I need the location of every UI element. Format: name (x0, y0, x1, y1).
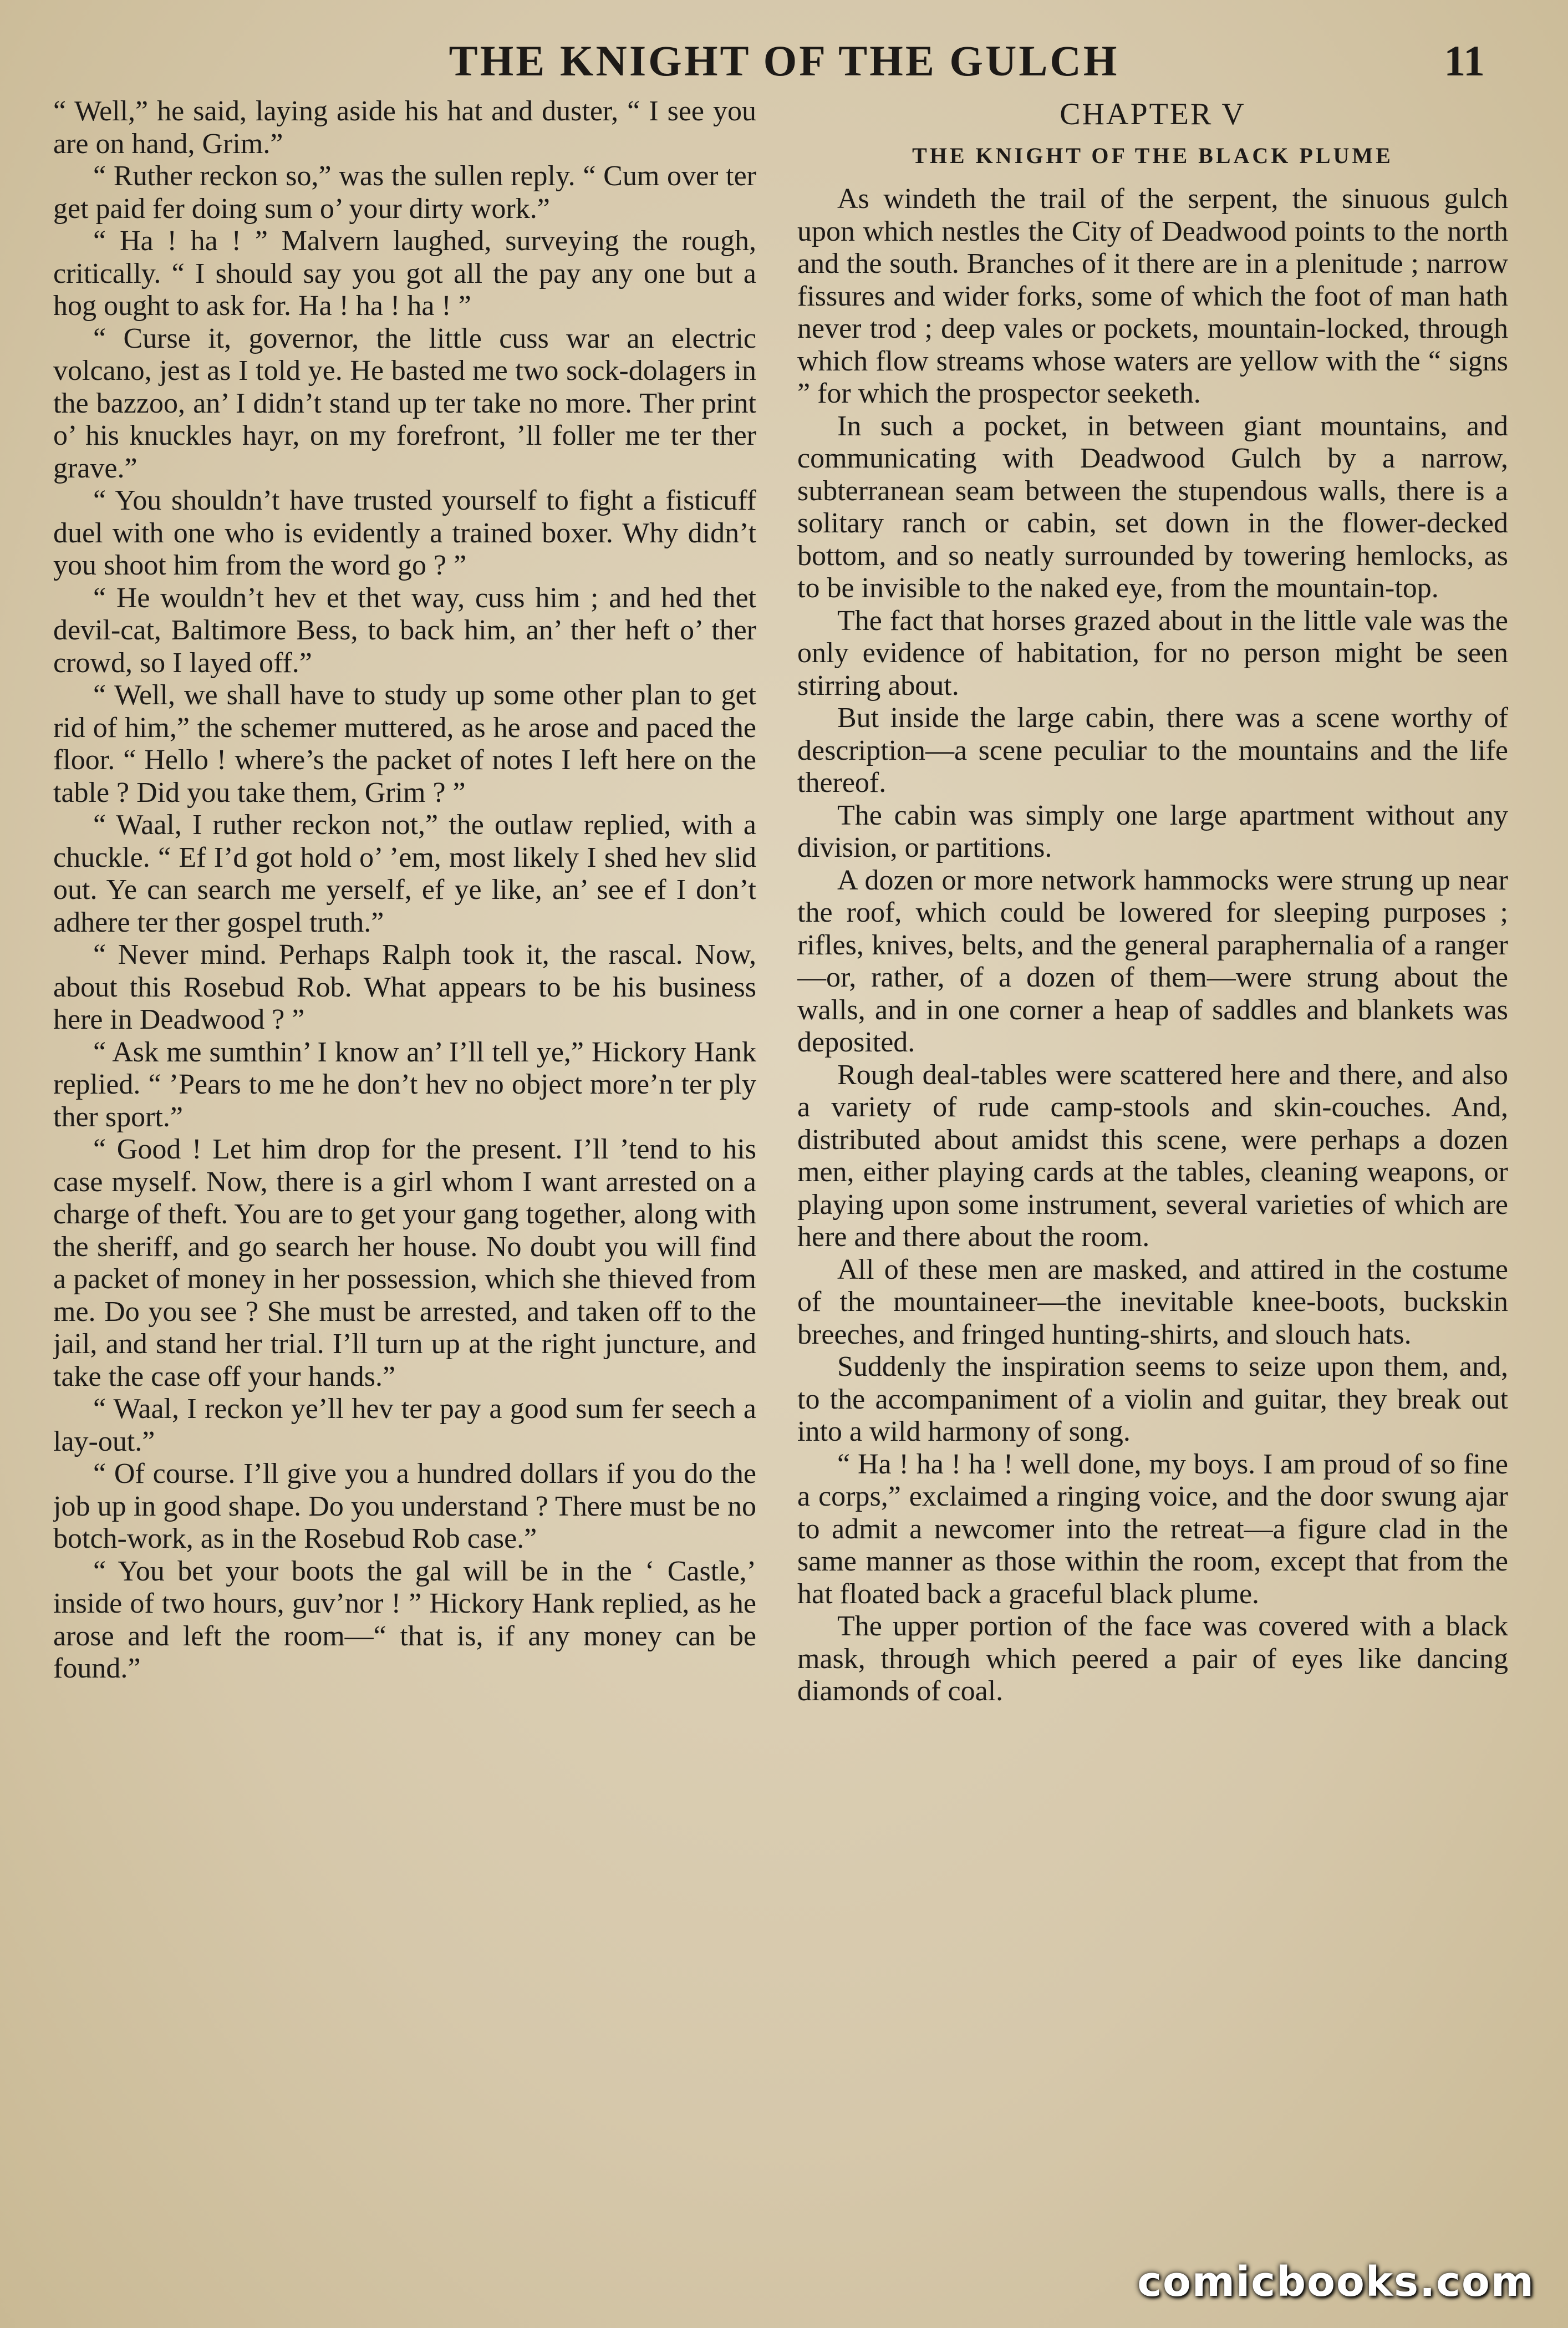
paragraph: “ Good ! Let him drop for the present. I’ll ’tend to his case myself. Now, there is a girl whom I want arrested on a charge of theft. You are to get your gang together, along with the sheriff, and go search her house. No doubt you will find a packet of money in her possession, which she thieved from me. Do you see ? She must be arrested, and taken off to the jail, and stand her trial. I’ll turn up at the right juncture, and take the case off your hands.” (53, 1133, 756, 1392)
paragraph: “ Waal, I ruther reckon not,” the outlaw replied, with a chuckle. “ Ef I’d got hold o’ ’em, most likely I shed hev slid out. Ye can search me yerself, ef ye like, an’ see ef I don’t adhere ter ther gospel truth.” (53, 809, 756, 938)
paragraph: Suddenly the inspiration seems to seize upon them, and, to the accompaniment of a violin and guitar, they break out into a wild harmony of song. (797, 1351, 1508, 1447)
paragraph: “ He wouldn’t hev et thet way, cuss him ; and hed thet devil-cat, Baltimore Bess, to back him, an’ ther heft o’ ther crowd, so I layed off.” (53, 582, 756, 679)
paragraph: Rough deal-tables were scattered here and there, and also a variety of rude camp-stools and skin-couches. And, distributed about amidst this scene, were perhaps a dozen men, either playing cards at the tables, cleaning weapons, or playing upon some instrument, several varieties of which are here and there about the room. (797, 1059, 1508, 1253)
paragraph: The cabin was simply one large apartment without any division, or partitions. (797, 799, 1508, 863)
left-column (53, 95, 756, 2234)
paragraph: “ Ha ! ha ! ha ! well done, my boys. I am proud of so fine a corps,” exclaimed a ringing voice, and the door swung ajar to admit a newcomer into the retreat—a figure clad in the same manner as those within the room, except that from the hat floated back a graceful black plume. (797, 1448, 1508, 1610)
paragraph: The fact that horses grazed about in the little vale was the only evidence of habitation, for no person might be seen stirring about. (797, 604, 1508, 702)
page-number: 11 (1444, 37, 1485, 85)
paragraph: “ Well,” he said, laying aside his hat and duster, “ I see you are on hand, Grim.” (53, 95, 756, 160)
paragraph: “ Ha ! ha ! ” Malvern laughed, surveying the rough, critically. “ I should say you got all the pay any one but a hog ought to ask for. Ha ! ha ! ha ! ” (53, 225, 756, 322)
paragraph: “ Curse it, governor, the little cuss war an electric volcano, jest as I told ye. He basted me two sock-dolagers in the bazzoo, an’ I didn’t stand up ter take no more. Ther print o’ his knuckles hayr, on my forefront, ’ll foller me ter ther grave.” (53, 322, 756, 484)
paragraph: As windeth the trail of the serpent, the sinuous gulch upon which nestles the City of Deadwood points to the north and the south. Branches of it there are in a plenitude ; narrow fissures and wider forks, some of which the foot of man hath never trod ; deep vales or pockets, mountain-locked, through which flow streams whose waters are yellow with the “ signs ” for which the prospector seeketh. (797, 183, 1508, 409)
paragraph: All of these men are masked, and attired in the costume of the mountaineer—the inevitable knee-boots, buckskin breeches, and fringed hunting-shirts, and slouch hats. (797, 1253, 1508, 1350)
paragraph: “ Waal, I reckon ye’ll hev ter pay a good sum fer seech a lay-out.” (53, 1393, 756, 1457)
paragraph: In such a pocket, in between giant mountains, and communicating with Deadwood Gulch by a narrow, subterranean seam between the stupendous walls, there is a solitary ranch or cabin, set down in the flower-decked bottom, and so neatly surrounded by towering hemlocks, as to be invisible to the naked eye, from the mountain-top. (797, 410, 1508, 604)
watermark: comicbooks.com (1137, 2258, 1535, 2306)
right-column (797, 95, 1508, 2234)
paragraph: A dozen or more network hammocks were strung up near the roof, which could be lowered for sleeping purposes ; rifles, knives, belts, and the general paraphernalia of a ranger—or, rather, of a dozen of them—were strung about the walls, and in one corner a heap of saddles and blankets was deposited. (797, 864, 1508, 1058)
paragraph: But inside the large cabin, there was a scene worthy of description—a scene peculiar to the mountains and the life thereof. (797, 702, 1508, 799)
paragraph: “ Ask me sumthin’ I know an’ I’ll tell ye,” Hickory Hank replied. “ ’Pears to me he don’t hev no object more’n ter ply ther sport.” (53, 1036, 756, 1133)
paragraph: The upper portion of the face was covered with a black mask, through which peered a pair of eyes like dancing diamonds of coal. (797, 1610, 1508, 1707)
paragraph: “ You bet your boots the gal will be in the ‘ Castle,’ inside of two hours, guv’nor ! ” Hickory Hank replied, as he arose and left the room—“ that is, if any money can be found.” (53, 1555, 756, 1684)
paragraph: “ Ruther reckon so,” was the sullen reply. “ Cum over ter get paid fer doing sum o’ your dirty work.” (53, 160, 756, 225)
chapter-subtitle: THE KNIGHT OF THE BLACK PLUME (912, 143, 1393, 168)
page-header (50, 33, 1518, 89)
paragraph: “ Well, we shall have to study up some other plan to get rid of him,” the schemer muttered, as he arose and paced the floor. “ Hello ! where’s the packet of notes I left here on the table ? Did you take them, Grim ? ” (53, 679, 756, 809)
paragraph: “ You shouldn’t have trusted yourself to fight a fisticuff duel with one who is evidently a trained boxer. Why didn’t you shoot him from the word go ? ” (53, 485, 756, 581)
running-title: THE KNIGHT OF THE GULCH (449, 37, 1119, 85)
paragraph: “ Of course. I’ll give you a hundred dollars if you do the job up in good shape. Do you understand ? There must be no botch-work, as in the Rosebud Rob case.” (53, 1458, 756, 1554)
chapter-heading: CHAPTER V (1060, 97, 1246, 131)
paragraph: “ Never mind. Perhaps Ralph took it, the rascal. Now, about this Rosebud Rob. What appears to be his business here in Deadwood ? ” (53, 939, 756, 1035)
